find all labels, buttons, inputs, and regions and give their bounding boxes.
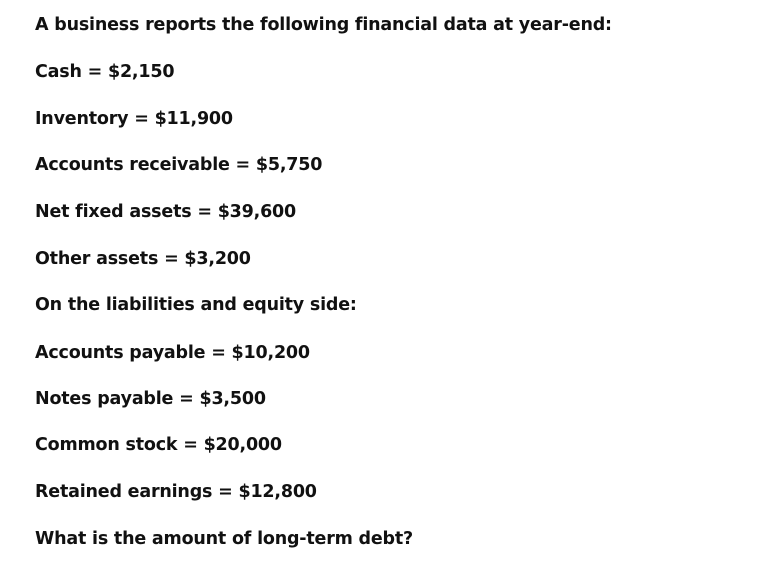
liability-line-retained-earnings: Retained earnings = $12,800: [35, 482, 317, 502]
asset-line-cash: Cash = $2,150: [35, 62, 175, 82]
liabilities-heading: On the liabilities and equity side:: [35, 295, 357, 315]
intro-text: A business reports the following financial data at year-end:: [35, 15, 612, 35]
liability-line-common-stock: Common stock = $20,000: [35, 435, 282, 455]
liability-line-notes-payable: Notes payable = $3,500: [35, 389, 266, 409]
asset-line-inventory: Inventory = $11,900: [35, 109, 233, 129]
asset-line-net-fixed-assets: Net fixed assets = $39,600: [35, 202, 297, 222]
liability-line-accounts-payable: Accounts payable = $10,200: [35, 343, 310, 363]
asset-line-other-assets: Other assets = $3,200: [35, 249, 251, 269]
asset-line-accounts-receivable: Accounts receivable = $5,750: [35, 155, 323, 175]
question-text: What is the amount of long-term debt?: [35, 529, 413, 549]
